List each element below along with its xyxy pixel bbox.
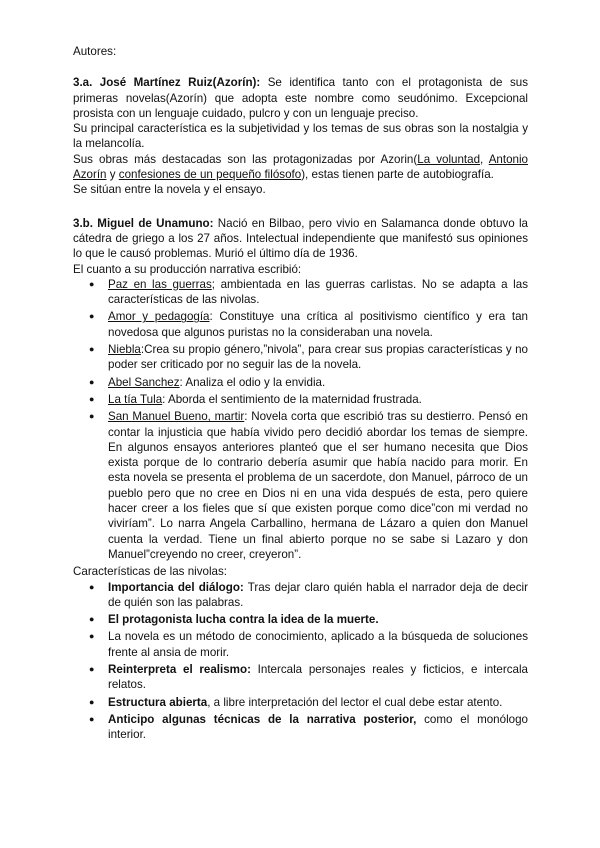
nivolas-list	[73, 580, 528, 743]
item-bold: Reinterpreta el realismo:	[108, 662, 251, 676]
work-description: : Analiza el odio y la envidia.	[179, 375, 326, 389]
item-text: como el monólogo interior.	[108, 712, 528, 742]
work-description: : Constituye una crítica al positivismo científico y era tan novedosa que algunos puristas no la consideraban una novela.	[108, 310, 528, 339]
unamuno-production-intro: El cuanto a su producción narrativa escribió:	[73, 262, 302, 276]
azorin-intro: Se identifica tanto con el protagonista de sus primeras novelas(Azorín) que adopta este nombre como seudónimo. Excepcional prosista con un lenguaje cuidado, pulcro y con un lenguaje preciso.	[73, 76, 528, 120]
azorin-title: 3.a. José Martínez Ruiz(Azorín):	[73, 76, 261, 90]
item-text: Tras dejar claro quién habla el narrador deja de decir de quién son las palabras.	[108, 580, 528, 609]
work-description: : Novela corta que escribió tras su destierro. Pensó en contar la injusticia que había vivido pero decidió abordar los temas de siempre. En algunos ensayos anteriores planteó que el ser humano necesita que Dios exista porque de lo contrario debería asumir que había nacido para morir. En esta novela se presenta el problema de un sacerdote, don Manuel, párroco de un pueblo pero que no cree en Dios ni en una vida después de esta, pero quiere hacer creer a los fieles que sí que existen porque como dice”con mi verdad no viviríam”. Lo narra Angela Carballino, hermana de Lázaro a quien don Manuel cuenta la verdad. Tiene un final abierto porque no se sabe si Lazaro y don Manuel”creyendo no creer, creyeron”.	[108, 410, 529, 561]
nivolas-heading: Características de las nivolas:	[73, 565, 228, 579]
list-item	[108, 392, 528, 407]
list-item	[108, 712, 528, 743]
page-heading: Autores:	[73, 45, 117, 58]
azorin-works	[73, 152, 528, 183]
work-title: La tía Tula	[108, 392, 163, 406]
unamuno-paragraph	[73, 216, 528, 262]
item-bold: Importancia del diálogo:	[108, 580, 244, 594]
work-title: San Manuel Bueno, martir	[108, 410, 245, 424]
document-page	[73, 44, 528, 744]
item-text: La novela es un método de conocimiento, aplicado a la búsqueda de soluciones frente al ansia de morir.	[108, 630, 528, 659]
list-item	[108, 342, 528, 373]
work-description: : Aborda el sentimiento de la maternidad frustrada.	[162, 392, 422, 406]
item-bold: El protagonista lucha contra la idea de la muerte.	[108, 613, 379, 627]
unamuno-title: 3.b. Miguel de Unamuno:	[73, 216, 214, 230]
azorin-works-outro: ), estas tienen parte de autobiografía.	[301, 168, 494, 182]
azorin-characteristics: Su principal característica es la subjetividad y los temas de sus obras son la nostalgia y la melancolía.	[73, 122, 528, 151]
work-description: :Crea su propio género,”nivola”, para crear sus propias características y no poder ser criticado por no seguir las de la novela.	[108, 343, 528, 372]
separator: ,	[480, 152, 489, 166]
azorin-paragraph	[73, 75, 528, 121]
list-item	[108, 662, 528, 693]
list-item	[108, 612, 528, 627]
list-item	[108, 409, 528, 562]
item-bold: Anticipo algunas técnicas de la narrativa posterior,	[108, 712, 417, 726]
work-title: Niebla	[108, 343, 141, 357]
unamuno-works-list	[73, 277, 528, 562]
item-text: , a libre interpretación del lector el cual debe estar atento.	[207, 695, 503, 709]
azorin-genre: Se sitúan entre la novela y el ensayo.	[73, 183, 266, 197]
work-title: Abel Sanchez	[108, 375, 180, 389]
work-confesiones-link: confesiones de un pequeño filósofo	[118, 168, 302, 182]
list-item	[108, 277, 528, 308]
separator: y	[106, 168, 119, 182]
list-item	[108, 580, 528, 611]
list-item	[108, 375, 528, 390]
item-bold: Estructura abierta	[108, 695, 208, 709]
work-title: Amor y pedagogía	[108, 310, 210, 324]
item-text: Intercala personajes reales y ficticios, e intercala relatos.	[108, 662, 528, 692]
azorin-works-intro: Sus obras más destacadas son las protagonizadas por Azorin(	[73, 152, 418, 166]
work-description: ; ambientada en las guerras carlistas. No se adapta a las características de las nivolas.	[108, 277, 528, 307]
work-la-voluntad-link: La voluntad	[417, 152, 481, 166]
list-item	[108, 629, 528, 660]
unamuno-intro: Nació en Bilbao, pero vivio en Salamanca donde obtuvo la cátedra de griego a los 27 años. Intelectual independiente que manifestó sus opiniones lo que le causó problemas. Murió el último día de 1936.	[73, 216, 528, 261]
work-title: Paz en las guerras	[108, 277, 212, 291]
list-item	[108, 695, 528, 710]
work-antonio-azorin-link: Antonio Azorín	[73, 152, 529, 182]
list-item	[108, 309, 528, 340]
